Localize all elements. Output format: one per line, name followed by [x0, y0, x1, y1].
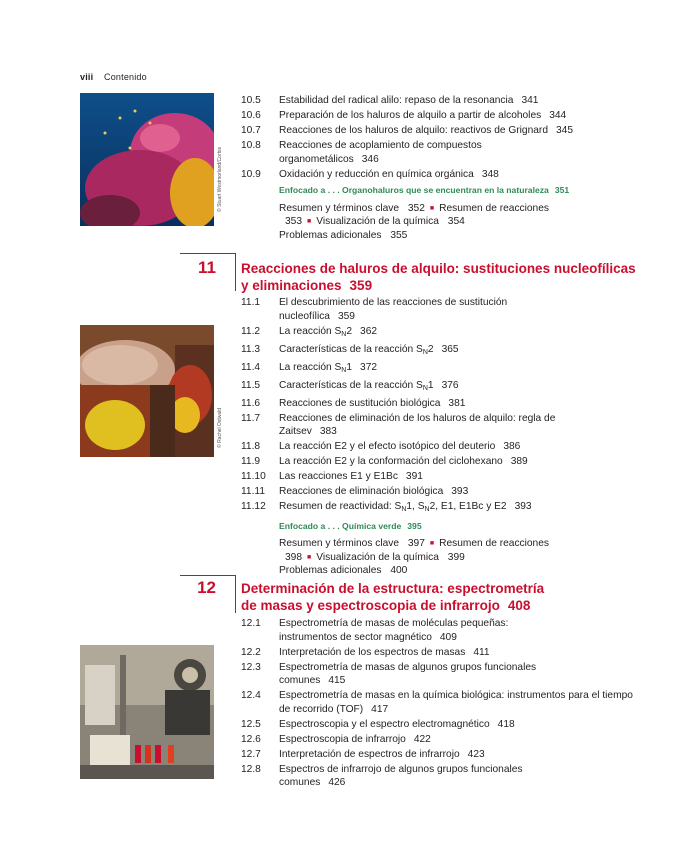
section-title: Espectrometría de masas en la química biológica: instrumentos para el tiempo de recorrido (TOF) — [279, 690, 633, 715]
toc-entry[interactable] — [241, 168, 641, 182]
toc-entry[interactable] — [241, 412, 641, 439]
section-number: 12.7 — [241, 748, 261, 760]
chapter-summary — [279, 537, 579, 578]
chapter-rule — [235, 575, 236, 613]
section-title: Reacciones de los haluros de alquilo: reactivos de Grignard — [279, 125, 548, 136]
section-number: 11.11 — [241, 486, 265, 497]
chapter-12-toc — [241, 617, 641, 791]
focus-page: 351 — [554, 185, 570, 195]
chapter-page: 408 — [507, 598, 531, 613]
bullet-icon: ■ — [307, 553, 312, 561]
toc-entry[interactable] — [241, 343, 641, 360]
section-number: 12.2 — [241, 646, 261, 658]
summary-visualization[interactable]: Visualización de la química — [316, 551, 439, 563]
summary-key-terms[interactable]: Resumen y términos clave — [279, 538, 400, 549]
section-title: La reacción E2 y la conformación del ciclohexano — [279, 456, 503, 467]
section-number: 10.8 — [241, 140, 261, 151]
chapter-number: 11 — [198, 258, 216, 277]
section-title: Interpretación de espectros de infrarrojo — [279, 748, 460, 760]
chapter-title-text: Reacciones de haluros de alquilo: sustituciones nucleofílicas y eliminaciones — [241, 261, 636, 293]
section-page: 415 — [328, 675, 346, 686]
chapter-rule — [180, 575, 235, 576]
summary-key-terms[interactable]: Resumen y términos clave — [279, 202, 400, 214]
chapter-title-text: Determinación de la estructura: espectrometría de masas y espectroscopia de infrarrojo — [241, 581, 545, 613]
chapter-page: 359 — [349, 278, 373, 293]
toc-entry[interactable] — [241, 379, 641, 396]
section-title: Preparación de los haluros de alquilo a partir de alcoholes — [279, 110, 542, 121]
toc-entry[interactable] — [241, 109, 641, 123]
section-number: 12.8 — [241, 763, 261, 775]
section-title: Reacciones de sustitución biológica — [279, 397, 441, 409]
toc-entry[interactable] — [241, 718, 641, 732]
summary-page: 397 — [407, 538, 425, 549]
section-title: Reacciones de eliminación de los haluros de alquilo: regla de Zaitsev — [279, 412, 556, 437]
section-number: 12.1 — [241, 618, 261, 629]
section-title: Resumen de reactividad: $S_N1$, $S_N2$, E1, E1Bc y E2 — [279, 501, 507, 513]
focus-entry[interactable] — [279, 520, 641, 534]
toc-entry[interactable] — [241, 296, 641, 323]
section-number: 12.3 — [241, 661, 261, 673]
section-number: 11.2 — [241, 325, 261, 337]
chapter-title[interactable] — [241, 260, 641, 294]
toc-entry[interactable] — [241, 748, 641, 762]
focus-entry[interactable] — [279, 184, 641, 198]
chapter-number: 12 — [197, 578, 216, 597]
section-title: Oxidación y reducción en química orgánica — [279, 168, 474, 180]
section-number: 10.9 — [241, 168, 261, 180]
page-number: viii — [80, 72, 94, 82]
summary-page: 354 — [447, 216, 465, 227]
lab-instruments-photo — [80, 645, 214, 779]
section-title: Estabilidad del radical alilo: repaso de la resonancia — [279, 95, 514, 106]
summary-problems[interactable]: Problemas adicionales — [279, 565, 382, 576]
chapter-rule — [180, 253, 235, 254]
section-number: 11.9 — [241, 456, 261, 467]
section-page: 383 — [319, 426, 337, 437]
chapter-rule — [235, 253, 236, 291]
section-title: El descubrimiento de las reacciones de sustitución nucleofílica — [279, 297, 508, 322]
bullet-icon: ■ — [429, 540, 435, 547]
toc-entry[interactable] — [241, 397, 641, 411]
section-number: 11.4 — [241, 361, 261, 373]
chapter-summary — [279, 202, 579, 243]
section-title: Reacciones de eliminación biológica — [279, 486, 444, 497]
toc-entry[interactable] — [241, 733, 641, 747]
chapter-11-toc — [241, 296, 641, 578]
section-title: Espectroscopia y el espectro electromagnético — [279, 718, 490, 730]
section-page: 409 — [439, 631, 457, 643]
section-title: Espectrometría de masas de algunos grupos funcionales comunes — [279, 661, 537, 686]
summary-reactions[interactable]: Resumen de reacciones — [439, 202, 549, 214]
toc-entry[interactable] — [241, 661, 641, 688]
section-title: Características de la reacción $S_N1$ — [279, 379, 434, 392]
section-title: La reacción $S_N1$ — [279, 361, 353, 374]
section-page: 426 — [328, 777, 346, 788]
summary-page: 399 — [447, 551, 465, 563]
section-page: 359 — [337, 310, 355, 322]
section-page: 381 — [448, 397, 466, 409]
section-title: La reacción E2 y el efecto isotópico del deuterio — [279, 441, 496, 452]
section-page: 345 — [556, 125, 573, 136]
toc-entry[interactable] — [241, 325, 641, 342]
summary-visualization[interactable]: Visualización de la química — [316, 216, 439, 227]
focus-title: Enfocado a . . . Química verde — [279, 520, 402, 531]
section-page: 418 — [497, 718, 515, 730]
section-page: 393 — [514, 501, 532, 512]
section-page: 417 — [371, 703, 389, 715]
toc-entry[interactable] — [241, 455, 641, 469]
section-number: 11.6 — [241, 397, 261, 409]
section-page: 341 — [521, 95, 539, 106]
toc-entry[interactable] — [241, 646, 641, 660]
section-number: 11.8 — [241, 441, 261, 452]
section-page: 346 — [361, 153, 379, 165]
toc-entry[interactable] — [241, 124, 641, 138]
bullet-icon: ■ — [429, 204, 435, 212]
section-number: 11.7 — [241, 412, 261, 424]
toc-entry[interactable] — [241, 361, 641, 378]
section-title: La reacción $S_N2$ — [279, 325, 353, 338]
toc-entry[interactable] — [241, 763, 641, 790]
section-number: 11.1 — [241, 297, 261, 308]
bullet-icon: ■ — [307, 218, 312, 225]
section-title: Interpretación de los espectros de masas — [279, 646, 466, 658]
section-title: Espectros de infrarrojo de algunos grupos funcionales comunes — [279, 763, 523, 788]
section-page: 362 — [360, 325, 378, 337]
toc-entry[interactable] — [241, 500, 641, 517]
running-head — [80, 72, 147, 82]
focus-title: Enfocado a . . . Organohaluros que se encuentran en la naturaleza — [279, 185, 549, 195]
toc-entry[interactable] — [241, 689, 641, 716]
section-title: Las reacciones E1 y E1Bc — [279, 471, 398, 482]
section-page: 422 — [413, 733, 431, 745]
section-page: 376 — [441, 379, 459, 391]
section-number: 10.6 — [241, 110, 261, 121]
toc-entry[interactable] — [241, 440, 641, 454]
section-page: 393 — [451, 486, 469, 497]
section-number: 11.5 — [241, 379, 261, 391]
summary-reactions[interactable]: Resumen de reacciones — [439, 538, 549, 549]
coral-reef-photo — [80, 93, 214, 226]
photo-credit: © Stuart Westmorland/Corbis — [217, 146, 223, 212]
section-page: 386 — [503, 441, 521, 452]
toc-entry[interactable] — [241, 485, 641, 499]
section-page: 365 — [441, 343, 459, 355]
summary-page: 400 — [390, 565, 408, 576]
chapter-10-toc — [241, 94, 641, 242]
section-title: Características de la reacción $S_N2$ — [279, 343, 434, 356]
section-page: 411 — [473, 646, 490, 658]
section-page: 391 — [405, 471, 423, 482]
chapter-title[interactable] — [241, 580, 561, 614]
section-number: 10.7 — [241, 125, 261, 136]
summary-page: 355 — [390, 229, 408, 241]
section-title: Reacciones de acoplamiento de compuestos organometálicos — [279, 140, 482, 165]
section-number: 10.5 — [241, 95, 261, 106]
toc-entry[interactable] — [241, 139, 641, 166]
section-page: 344 — [549, 110, 567, 121]
summary-problems[interactable]: Problemas adicionales — [279, 229, 382, 241]
rusty-barrels-photo — [80, 325, 214, 457]
section-number: 11.3 — [241, 343, 261, 355]
section-title: Espectroscopia de infrarrojo — [279, 733, 406, 745]
summary-page: 398 — [285, 551, 302, 563]
focus-page: 395 — [407, 520, 422, 531]
section-page: 372 — [360, 361, 378, 373]
section-page: 348 — [481, 168, 499, 180]
toc-entry[interactable] — [241, 617, 641, 644]
summary-page: 353 — [285, 216, 302, 227]
section-page: 423 — [467, 748, 485, 760]
section-number: 12.4 — [241, 690, 261, 701]
running-head-label: Contenido — [104, 72, 147, 82]
summary-page: 352 — [407, 202, 425, 214]
toc-entry[interactable] — [241, 94, 641, 108]
section-number: 12.5 — [241, 718, 261, 730]
toc-entry[interactable] — [241, 470, 641, 484]
section-number: 11.12 — [241, 501, 266, 512]
section-page: 389 — [510, 456, 528, 467]
section-number: 12.6 — [241, 733, 261, 745]
photo-credit: © Rachel Ostwald — [217, 407, 223, 448]
section-title: Espectrometría de masas de moléculas pequeñas: instrumentos de sector magnético — [279, 618, 509, 643]
section-number: 11.10 — [241, 471, 266, 482]
